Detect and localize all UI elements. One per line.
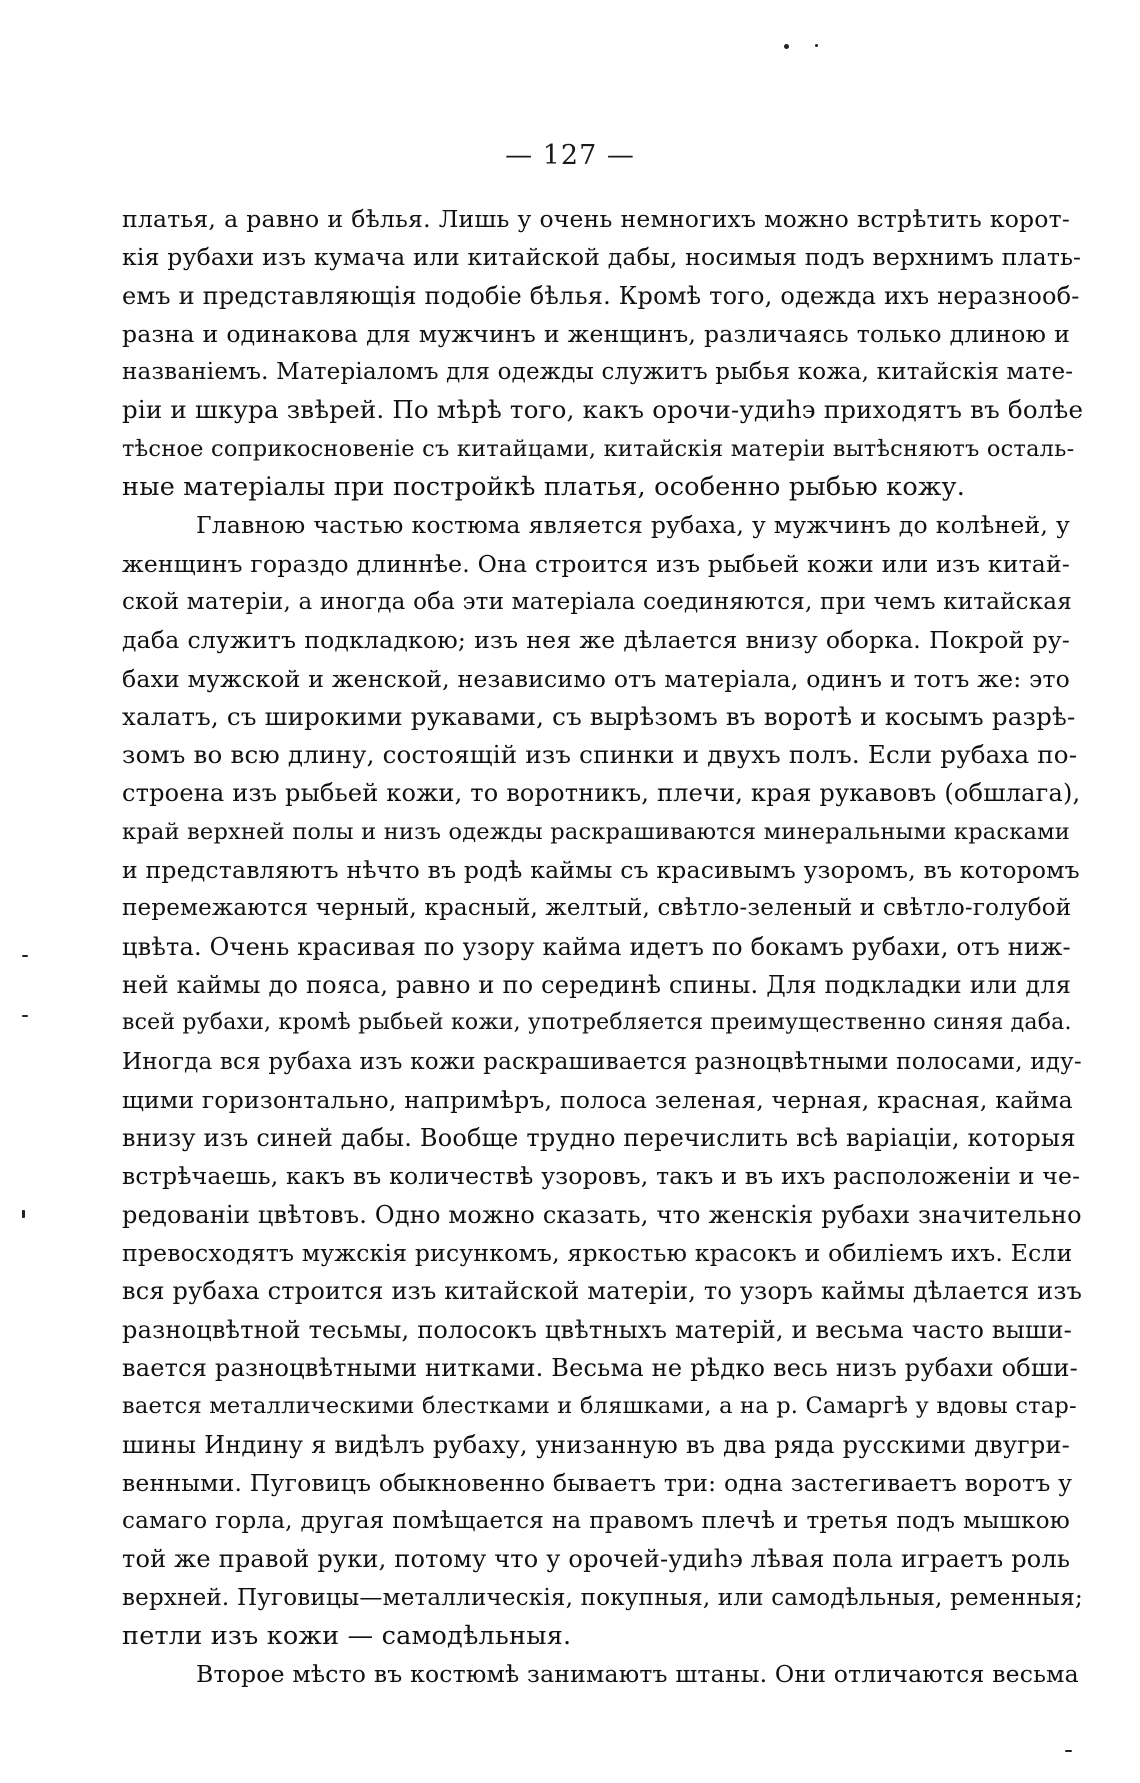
text-line: Главною частью костюма является рубаха, у мужчинъ до колѣней, у	[196, 511, 1070, 540]
scan-speck	[784, 44, 789, 49]
text-line: венными. Пуговицъ обыкновенно бываетъ три: одна застегиваетъ воротъ у	[122, 1468, 1073, 1497]
text-line: редованіи цвѣтовъ. Одно можно сказать, что женскія рубахи значительно	[122, 1200, 1082, 1229]
scan-speck	[22, 1210, 25, 1218]
text-line: цвѣта. Очень красивая по узору кайма идетъ по бокамъ рубахи, отъ ниж-	[122, 932, 1071, 961]
scan-speck	[22, 1015, 28, 1017]
text-line: шины Индину я видѣлъ рубаху, унизанную въ два ряда русскими двугри-	[122, 1430, 1070, 1459]
text-line: край верхней полы и низъ одежды раскрашиваются минеральными красками	[122, 818, 1070, 845]
text-line: внизу изъ синей дабы. Вообще трудно перечислить всѣ варіаціи, которыя	[122, 1124, 1076, 1153]
scan-speck	[22, 955, 28, 957]
text-line: зомъ во всю длину, состоящій изъ спинки и двухъ полъ. Если рубаха по-	[122, 740, 1078, 770]
text-line: бахи мужской и женской, независимо отъ матеріала, одинъ и тотъ же: это	[122, 664, 1070, 693]
text-line: халатъ, съ широкими рукавами, съ вырѣзомъ въ воротѣ и косымъ разрѣ-	[122, 701, 1076, 731]
text-line: платья, а равно и бѣлья. Лишь у очень немногихъ можно встрѣтить корот-	[122, 205, 1070, 233]
text-line: вся рубаха строится изъ китайской матеріи, то узоръ каймы дѣлается изъ	[122, 1277, 1083, 1306]
text-line: вается металлическими блестками и бляшками, а на р. Самаргѣ у вдовы стар-	[122, 1393, 1077, 1420]
text-line: ные матеріалы при постройкѣ платья, особенно рыбью кожу.	[122, 472, 966, 503]
text-line: разноцвѣтной тесьмы, полосокъ цвѣтныхъ матерій, и весьма часто выши-	[122, 1315, 1072, 1344]
text-line: петли изъ кожи — самодѣльныя.	[122, 1620, 572, 1651]
text-line: ріи и шкура звѣрей. По мѣрѣ того, какъ орочи-удиһэ приходятъ въ болѣе	[122, 395, 1084, 425]
text-line: самаго горла, другая помѣщается на правомъ плечѣ и третья подъ мышкою	[122, 1508, 1070, 1535]
text-line: верхней. Пуговицы—металлическія, покупныя, или самодѣльныя, ременныя;	[122, 1584, 1083, 1611]
text-line: встрѣчаешь, какъ въ количествѣ узоровъ, такъ и въ ихъ расположеніи и че-	[122, 1162, 1081, 1191]
text-line: вается разноцвѣтными нитками. Весьма не рѣдко весь низъ рубахи обши-	[122, 1353, 1078, 1382]
text-line: ской матеріи, а иногда оба эти матеріала соединяются, при чемъ китайская	[122, 588, 1072, 615]
text-line: Иногда вся рубаха изъ кожи раскрашивается разноцвѣтными полосами, иду-	[122, 1048, 1082, 1075]
text-line: тѣсное соприкосновеніе съ китайцами, китайскія матеріи вытѣсняютъ осталь-	[122, 435, 1075, 462]
text-line: строена изъ рыбьей кожи, то воротникъ, плечи, края рукавовъ (обшлага),	[122, 779, 1081, 808]
text-line: емъ и представляющія подобіе бѣлья. Кромѣ того, одежда ихъ неразнооб-	[122, 281, 1080, 310]
text-line: щими горизонтально, напримѣръ, полоса зеленая, черная, красная, кайма	[122, 1085, 1073, 1114]
text-line: всей рубахи, кромѣ рыбьей кожи, употребляется преимущественно синяя даба.	[122, 1010, 1072, 1036]
page-number: — 127 —	[505, 140, 635, 171]
text-line: ней каймы до пояса, равно и по серединѣ спины. Для подкладки или для	[122, 970, 1072, 999]
text-line: перемежаются черный, красный, желтый, свѣтло-зеленый и свѣтло-голубой	[122, 895, 1072, 922]
text-line: той же правой руки, потому что у орочей-удиһэ лѣвая пола играетъ роль	[122, 1545, 1071, 1574]
body-text	[122, 200, 1084, 1694]
text-line: Второе мѣсто въ костюмѣ занимаютъ штаны. Они отличаются весьма	[196, 1660, 1079, 1689]
text-line: превосходятъ мужскія рисункомъ, яркостью красокъ и обиліемъ ихъ. Если	[122, 1239, 1073, 1268]
text-line: кія рубахи изъ кумача или китайской дабы, носимыя подъ верхнимъ плать-	[122, 243, 1082, 272]
scan-speck	[815, 44, 818, 47]
scan-speck	[1065, 1750, 1072, 1752]
text-line: женщинъ гораздо длиннѣе. Она строится изъ рыбьей кожи или изъ китай-	[122, 549, 1070, 578]
text-line: названіемъ. Матеріаломъ для одежды служитъ рыбья кожа, китайскія мате-	[122, 359, 1074, 386]
text-line: даба служитъ подкладкою; изъ нея же дѣлается внизу оборка. Покрой ру-	[122, 626, 1070, 655]
text-line: разна и одинакова для мужчинъ и женщинъ, различаясь только длиною и	[122, 319, 1070, 348]
text-line: и представляютъ нѣчто въ родѣ каймы съ красивымъ узоромъ, въ которомъ	[122, 856, 1080, 885]
